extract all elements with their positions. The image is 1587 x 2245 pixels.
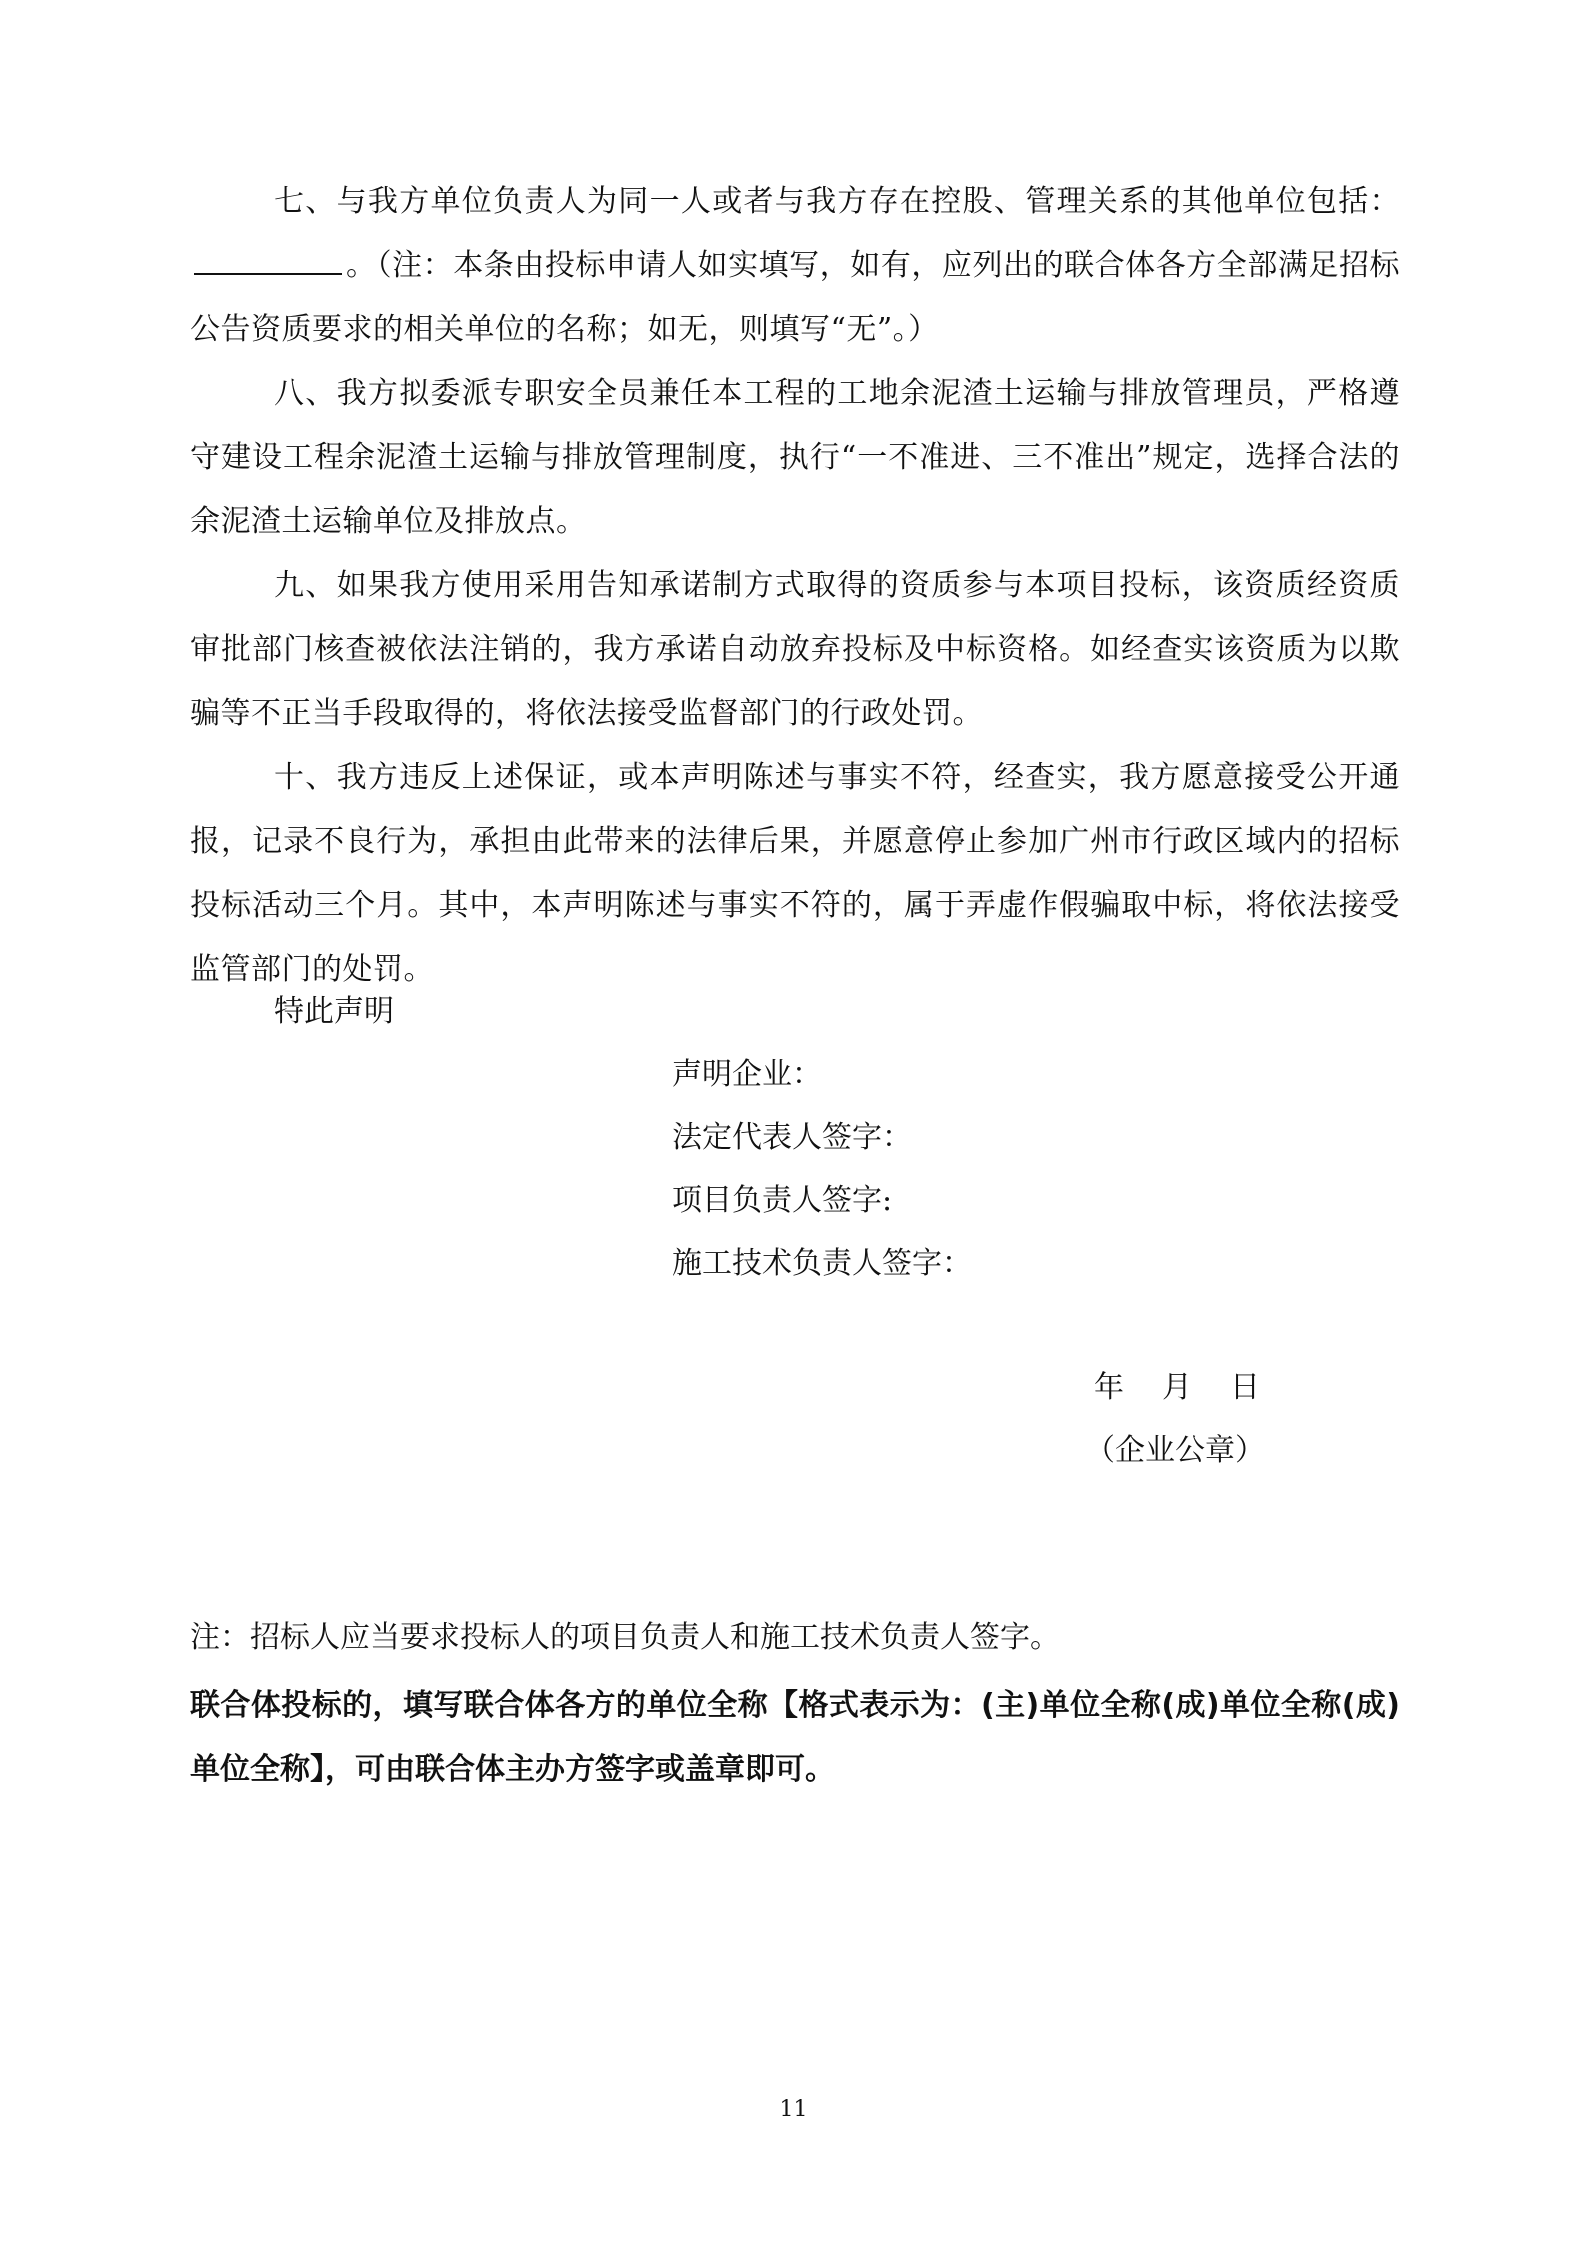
- clause-9: 九、如果我方使用采用告知承诺制方式取得的资质参与本项目投标，该资质经资质审批部门核查被依法注销的，我方承诺自动放弃投标及中标资格。如经查实该资质为以欺骗等不正当手段取得的，将依法接受监督部门的行政处罚。: [190, 568, 1400, 731]
- related-units-blank[interactable]: [194, 245, 342, 275]
- consortium-note: 联合体投标的，填写联合体各方的单位全称【格式表示为：(主)单位全称(成)单位全称(成)单位全称】，可由联合体主办方签字或盖章即可。: [190, 1688, 1400, 1787]
- clause-7: [190, 170, 1400, 362]
- clause-7-text-b: 。（注：本条由投标申请人如实填写，如有，应列出的联合体各方全部满足招标公告资质要求的相关单位的名称；如无，则填写“无”。）: [190, 248, 1400, 347]
- date-day: 日: [1230, 1370, 1260, 1405]
- signature-company: 声明企业：: [672, 1057, 822, 1092]
- signature-tech-lead: 施工技术负责人签字：: [672, 1246, 972, 1281]
- signature-legal-rep: 法定代表人签字：: [672, 1120, 912, 1155]
- page-number: 11: [779, 2097, 808, 2122]
- date-year: 年: [1094, 1370, 1124, 1405]
- date-month: 月: [1162, 1370, 1192, 1405]
- footnote: 注：招标人应当要求投标人的项目负责人和施工技术负责人签字。: [190, 1620, 1060, 1655]
- closing-statement: 特此声明: [274, 994, 394, 1029]
- signature-project-lead: 项目负责人签字:: [672, 1183, 893, 1218]
- clause-8: 八、我方拟委派专职安全员兼任本工程的工地余泥渣土运输与排放管理员，严格遵守建设工程余泥渣土运输与排放管理制度，执行“一不准进、三不准出”规定，选择合法的余泥渣土运输单位及排放点。: [190, 376, 1400, 539]
- company-seal-label: （企业公章）: [1085, 1433, 1265, 1468]
- clause-10: 十、我方违反上述保证，或本声明陈述与事实不符，经查实，我方愿意接受公开通报，记录不良行为，承担由此带来的法律后果，并愿意停止参加广州市行政区域内的招标投标活动三个月。其中，本声明陈述与事实不符的，属于弄虚作假骗取中标，将依法接受监管部门的处罚。: [190, 760, 1400, 987]
- date-line: [1094, 1368, 1298, 1408]
- clause-7-text-a: 七、与我方单位负责人为同一人或者与我方存在控股、管理关系的其他单位包括：: [274, 184, 1400, 219]
